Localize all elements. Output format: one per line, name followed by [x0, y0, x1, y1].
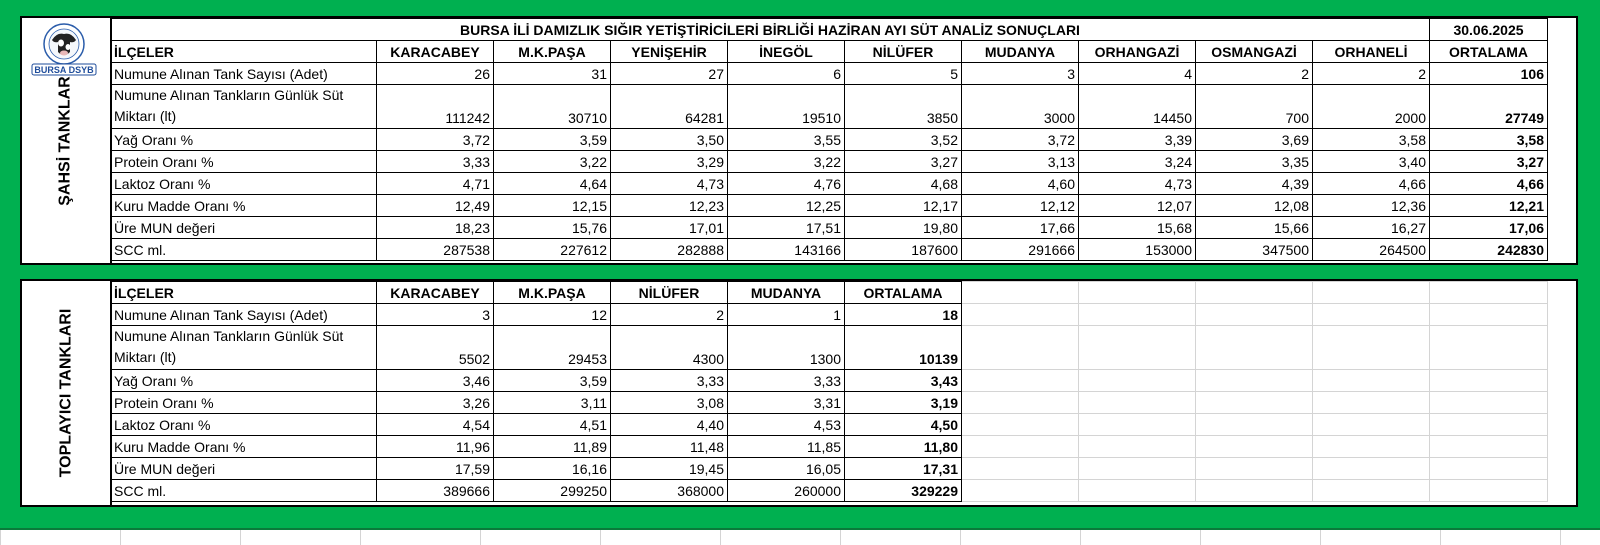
empty-cell: [1196, 414, 1313, 436]
row-label: Kuru Madde Oranı %: [111, 195, 377, 217]
empty-cell: [1079, 304, 1196, 326]
empty-cell: [1430, 392, 1548, 414]
private-tanks-table: [110, 18, 1548, 261]
column-header: ORTALAMA: [1430, 41, 1548, 63]
table-cell: 4,64: [494, 173, 611, 195]
empty-cell: [1430, 326, 1548, 370]
table-cell: 3,22: [494, 151, 611, 173]
table-cell: 14450: [1079, 85, 1196, 129]
table-cell: 3,72: [962, 129, 1079, 151]
average-cell: 4,66: [1430, 173, 1548, 195]
empty-cell: [1196, 436, 1313, 458]
average-cell: 17,31: [845, 458, 962, 480]
table-cell: 26: [377, 63, 494, 85]
average-cell: 4,50: [845, 414, 962, 436]
empty-cell: [1196, 304, 1313, 326]
table-cell: 282888: [611, 239, 728, 261]
collector-tanks-side-label: [22, 281, 112, 505]
average-cell: 242830: [1430, 239, 1548, 261]
table-cell: 12: [494, 304, 611, 326]
column-header: ORHANGAZİ: [1079, 41, 1196, 63]
table-cell: 3,35: [1196, 151, 1313, 173]
table-cell: 31: [494, 63, 611, 85]
table-cell: 12,17: [845, 195, 962, 217]
table-cell: 3850: [845, 85, 962, 129]
table-row: [111, 436, 1548, 458]
row-label: Protein Oranı %: [111, 151, 377, 173]
table-cell: 12,49: [377, 195, 494, 217]
table-cell: 2: [611, 304, 728, 326]
empty-cell: [962, 304, 1079, 326]
header-row: [111, 41, 1548, 63]
table-cell: 368000: [611, 480, 728, 502]
table-cell: 5: [845, 63, 962, 85]
empty-cell: [1079, 392, 1196, 414]
table-cell: 30710: [494, 85, 611, 129]
svg-text:BURSA DSYB: BURSA DSYB: [34, 65, 94, 75]
table-cell: 4300: [611, 326, 728, 370]
empty-cell: [1430, 458, 1548, 480]
table-row: [111, 151, 1548, 173]
empty-cell: [1079, 282, 1196, 304]
table-cell: 3,22: [728, 151, 845, 173]
table-cell: 1: [728, 304, 845, 326]
collector-tanks-table: [110, 281, 1548, 502]
empty-cell: [962, 370, 1079, 392]
row-label: Üre MUN değeri: [111, 458, 377, 480]
table-cell: 2: [1196, 63, 1313, 85]
average-cell: 17,06: [1430, 217, 1548, 239]
table-cell: 187600: [845, 239, 962, 261]
table-row: [111, 173, 1548, 195]
row-label: SCC ml.: [111, 480, 377, 502]
average-cell: 11,80: [845, 436, 962, 458]
column-header: OSMANGAZİ: [1196, 41, 1313, 63]
table-row: [111, 326, 1548, 370]
table-cell: 3,40: [1313, 151, 1430, 173]
row-label: Numune Alınan Tankların Günlük Süt Miktarı (lt): [111, 85, 377, 129]
table-cell: 3,26: [377, 392, 494, 414]
empty-cell: [962, 392, 1079, 414]
empty-cell: [1430, 370, 1548, 392]
average-cell: 27749: [1430, 85, 1548, 129]
private-tanks-panel: [20, 16, 1578, 265]
column-header: YENİŞEHİR: [611, 41, 728, 63]
table-cell: 111242: [377, 85, 494, 129]
empty-cell: [1313, 436, 1430, 458]
table-cell: 3,24: [1079, 151, 1196, 173]
row-label: Laktoz Oranı %: [111, 414, 377, 436]
table-cell: 4,54: [377, 414, 494, 436]
table-cell: 27: [611, 63, 728, 85]
table-cell: 3,59: [494, 370, 611, 392]
private-tanks-label-text: ŞAHSİ TANKLAR: [57, 75, 75, 206]
empty-cell: [962, 480, 1079, 502]
table-cell: 3,69: [1196, 129, 1313, 151]
empty-cell: [1430, 282, 1548, 304]
table-cell: 16,05: [728, 458, 845, 480]
table-cell: 3: [377, 304, 494, 326]
row-label: Numune Alınan Tank Sayısı (Adet): [111, 63, 377, 85]
empty-cell: [1079, 326, 1196, 370]
average-cell: 3,43: [845, 370, 962, 392]
empty-cell: [962, 458, 1079, 480]
average-cell: 106: [1430, 63, 1548, 85]
column-header: NİLÜFER: [845, 41, 962, 63]
row-label: Laktoz Oranı %: [111, 173, 377, 195]
table-cell: 4,66: [1313, 173, 1430, 195]
table-cell: 2: [1313, 63, 1430, 85]
table-row: [111, 63, 1548, 85]
table-cell: 389666: [377, 480, 494, 502]
empty-cell: [1313, 304, 1430, 326]
table-cell: 4,68: [845, 173, 962, 195]
table-cell: 16,16: [494, 458, 611, 480]
column-header: KARACABEY: [377, 41, 494, 63]
table-cell: 17,66: [962, 217, 1079, 239]
empty-cell: [1079, 370, 1196, 392]
table-cell: 3: [962, 63, 1079, 85]
table-cell: 1300: [728, 326, 845, 370]
table-cell: 12,08: [1196, 195, 1313, 217]
table-cell: 15,76: [494, 217, 611, 239]
collector-tanks-panel: [20, 279, 1578, 507]
empty-cell: [1079, 458, 1196, 480]
column-header: M.K.PAŞA: [494, 282, 611, 304]
table-row: [111, 480, 1548, 502]
table-cell: 3000: [962, 85, 1079, 129]
table-cell: 3,31: [728, 392, 845, 414]
row-label: Üre MUN değeri: [111, 217, 377, 239]
empty-cell: [1196, 480, 1313, 502]
table-cell: 3,39: [1079, 129, 1196, 151]
table-cell: 3,11: [494, 392, 611, 414]
empty-cell: [1430, 304, 1548, 326]
table-cell: 3,33: [611, 370, 728, 392]
table-cell: 700: [1196, 85, 1313, 129]
table-cell: 18,23: [377, 217, 494, 239]
column-header: MUDANYA: [728, 282, 845, 304]
table-cell: 19510: [728, 85, 845, 129]
table-cell: 3,72: [377, 129, 494, 151]
empty-cell: [1079, 480, 1196, 502]
average-cell: 3,58: [1430, 129, 1548, 151]
table-cell: 11,89: [494, 436, 611, 458]
empty-cell: [1313, 480, 1430, 502]
table-cell: 3,46: [377, 370, 494, 392]
table-row: [111, 458, 1548, 480]
table-row: [111, 195, 1548, 217]
table-cell: 4,60: [962, 173, 1079, 195]
table-cell: 5502: [377, 326, 494, 370]
row-label: Yağ Oranı %: [111, 370, 377, 392]
collector-tanks-label-text: TOPLAYICI TANKLARI: [57, 308, 75, 478]
table-cell: 3,58: [1313, 129, 1430, 151]
table-cell: 12,23: [611, 195, 728, 217]
column-header: KARACABEY: [377, 282, 494, 304]
empty-cell: [962, 326, 1079, 370]
table-cell: 264500: [1313, 239, 1430, 261]
average-cell: 12,21: [1430, 195, 1548, 217]
empty-cell: [1196, 392, 1313, 414]
empty-cell: [1430, 436, 1548, 458]
empty-cell: [962, 282, 1079, 304]
row-label: Kuru Madde Oranı %: [111, 436, 377, 458]
table-cell: 287538: [377, 239, 494, 261]
table-cell: 3,29: [611, 151, 728, 173]
empty-cell: [1313, 370, 1430, 392]
empty-cell: [1196, 326, 1313, 370]
table-cell: 3,08: [611, 392, 728, 414]
empty-cell: [1313, 282, 1430, 304]
empty-cell: [1196, 458, 1313, 480]
empty-cell: [1079, 414, 1196, 436]
table-cell: 19,80: [845, 217, 962, 239]
table-cell: 12,12: [962, 195, 1079, 217]
empty-cell: [962, 436, 1079, 458]
empty-cell: [1079, 436, 1196, 458]
table-cell: 3,33: [728, 370, 845, 392]
column-header: ORTALAMA: [845, 282, 962, 304]
empty-cell: [1196, 370, 1313, 392]
row-label: Protein Oranı %: [111, 392, 377, 414]
average-cell: 3,19: [845, 392, 962, 414]
column-header: MUDANYA: [962, 41, 1079, 63]
column-header: NİLÜFER: [611, 282, 728, 304]
table-cell: 3,50: [611, 129, 728, 151]
table-cell: 6: [728, 63, 845, 85]
column-header: M.K.PAŞA: [494, 41, 611, 63]
row-label: Yağ Oranı %: [111, 129, 377, 151]
table-cell: 4: [1079, 63, 1196, 85]
average-cell: 329229: [845, 480, 962, 502]
table-cell: 3,52: [845, 129, 962, 151]
table-cell: 260000: [728, 480, 845, 502]
empty-cell: [962, 414, 1079, 436]
table-cell: 17,59: [377, 458, 494, 480]
table-cell: 64281: [611, 85, 728, 129]
table-cell: 3,27: [845, 151, 962, 173]
average-cell: 3,27: [1430, 151, 1548, 173]
table-row: [111, 217, 1548, 239]
table-cell: 3,55: [728, 129, 845, 151]
table-cell: 29453: [494, 326, 611, 370]
row-label: Numune Alınan Tankların Günlük Süt Miktarı (lt): [111, 326, 377, 370]
table-cell: 17,01: [611, 217, 728, 239]
bursa-dsyb-logo: [24, 20, 104, 78]
row-label: SCC ml.: [111, 239, 377, 261]
column-header: İLÇELER: [111, 41, 377, 63]
empty-cell: [1313, 326, 1430, 370]
table-cell: 12,25: [728, 195, 845, 217]
column-header: İNEGÖL: [728, 41, 845, 63]
average-cell: 10139: [845, 326, 962, 370]
table-cell: 19,45: [611, 458, 728, 480]
report-date: 30.06.2025: [1430, 19, 1548, 41]
title-row: [111, 19, 1548, 41]
table-cell: 3,59: [494, 129, 611, 151]
table-cell: 3,33: [377, 151, 494, 173]
table-row: [111, 85, 1548, 129]
table-row: [111, 370, 1548, 392]
table-row: [111, 392, 1548, 414]
table-cell: 16,27: [1313, 217, 1430, 239]
table-cell: 12,15: [494, 195, 611, 217]
table-cell: 347500: [1196, 239, 1313, 261]
table-cell: 17,51: [728, 217, 845, 239]
empty-cell: [1430, 414, 1548, 436]
report-title: BURSA İLİ DAMIZLIK SIĞIR YETİŞTİRİCİLERİ BİRLİĞİ HAZİRAN AYI SÜT ANALİZ SONUÇLARI: [111, 19, 1430, 41]
empty-cell: [1430, 480, 1548, 502]
table-cell: 4,73: [1079, 173, 1196, 195]
column-header: ORHANELİ: [1313, 41, 1430, 63]
empty-cell: [1313, 414, 1430, 436]
table-cell: 143166: [728, 239, 845, 261]
table-row: [111, 414, 1548, 436]
table-row: [111, 129, 1548, 151]
header-row: [111, 282, 1548, 304]
table-cell: 4,51: [494, 414, 611, 436]
table-cell: 299250: [494, 480, 611, 502]
table-cell: 11,85: [728, 436, 845, 458]
table-row: [111, 304, 1548, 326]
table-cell: 227612: [494, 239, 611, 261]
row-label: Numune Alınan Tank Sayısı (Adet): [111, 304, 377, 326]
table-cell: 153000: [1079, 239, 1196, 261]
table-cell: 15,66: [1196, 217, 1313, 239]
empty-cell: [1313, 392, 1430, 414]
table-cell: 4,40: [611, 414, 728, 436]
empty-cell: [1196, 282, 1313, 304]
table-cell: 4,76: [728, 173, 845, 195]
table-cell: 12,07: [1079, 195, 1196, 217]
table-cell: 11,96: [377, 436, 494, 458]
table-cell: 11,48: [611, 436, 728, 458]
table-cell: 2000: [1313, 85, 1430, 129]
average-cell: 18: [845, 304, 962, 326]
table-row: [111, 239, 1548, 261]
table-cell: 15,68: [1079, 217, 1196, 239]
column-header: İLÇELER: [111, 282, 377, 304]
table-cell: 291666: [962, 239, 1079, 261]
table-cell: 3,13: [962, 151, 1079, 173]
table-cell: 4,71: [377, 173, 494, 195]
table-cell: 12,36: [1313, 195, 1430, 217]
table-cell: 4,73: [611, 173, 728, 195]
table-cell: 4,39: [1196, 173, 1313, 195]
table-cell: 4,53: [728, 414, 845, 436]
empty-cell: [1313, 458, 1430, 480]
